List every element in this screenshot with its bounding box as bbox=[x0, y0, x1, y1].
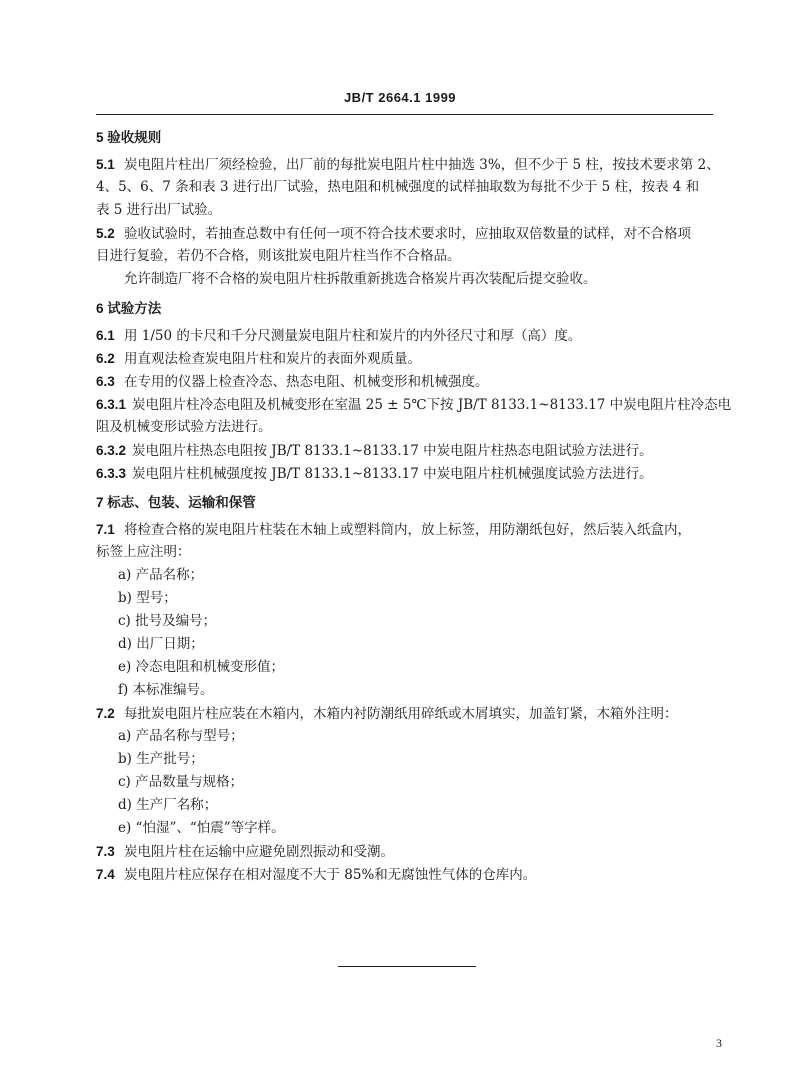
document-body bbox=[96, 124, 732, 886]
clause-7-1 bbox=[96, 518, 721, 541]
clause-5-2 bbox=[96, 222, 721, 245]
clause-text: 炭电阻片柱热态电阻按 JB/T 8133.1~8133.17 中炭电阻片柱热态电阻试验方法进行。 bbox=[132, 443, 653, 459]
section-5-title: 5 验收规则 bbox=[96, 130, 162, 145]
clause-text: 用 1/50 的卡尺和千分尺测量炭电阻片柱和炭片的内外径尺寸和厚（高）度。 bbox=[124, 328, 582, 344]
clause-text: 炭电阻片柱机械强度按 JB/T 8133.1~8133.17 中炭电阻片柱机械强度试验方法进行。 bbox=[132, 466, 653, 482]
clause-5-1 bbox=[96, 153, 721, 176]
clause-text: 验收试验时，若抽查总数中有任何一项不符合技术要求时，应抽取双倍数量的试样，对不合格项 bbox=[124, 226, 691, 242]
clause-6-2 bbox=[96, 347, 721, 370]
section-6-title: 6 试验方法 bbox=[96, 301, 162, 316]
list-item: d) 生产厂名称； bbox=[118, 797, 218, 813]
clause-number: 6.3.1 bbox=[96, 397, 127, 412]
clause-number: 6.3.3 bbox=[96, 466, 127, 481]
list-item: c) 批号及编号； bbox=[118, 613, 217, 629]
list-item: b) 生产批号； bbox=[118, 751, 204, 767]
list-item: a) 产品名称与型号； bbox=[118, 728, 244, 744]
clause-text-line: 表 5 进行出厂试验。 bbox=[96, 202, 222, 218]
clause-text-line: 4、5、6、7 条和表 3 进行出厂试验，热电阻和机械强度的试样抽取数为每批不少于 5 柱，按表 4 和 bbox=[96, 179, 700, 195]
standard-code-header: JB/T 2664.1 1999 bbox=[343, 90, 457, 105]
clause-text: 将检查合格的炭电阻片柱装在木轴上或塑料筒内，放上标签，用防潮纸包好，然后装入纸盒内， bbox=[124, 522, 691, 538]
list-item: c) 产品数量与规格； bbox=[118, 774, 244, 790]
clause-7-3 bbox=[96, 840, 721, 863]
clause-6-3 bbox=[96, 370, 721, 393]
clause-number: 6.3 bbox=[96, 374, 115, 389]
clause-number: 7.2 bbox=[96, 706, 115, 721]
clause-number: 6.3.2 bbox=[96, 443, 127, 458]
clause-number: 7.3 bbox=[96, 844, 115, 859]
section-7-title: 7 标志、包装、运输和保管 bbox=[96, 495, 256, 510]
clause-6-3-3 bbox=[96, 462, 721, 485]
clause-number: 6.1 bbox=[96, 328, 115, 343]
header-rule bbox=[96, 114, 713, 115]
clause-text-line: 目进行复验，若仍不合格，则该批炭电阻片柱当作不合格品。 bbox=[96, 248, 461, 264]
clause-number: 5.1 bbox=[96, 157, 115, 172]
clause-text: 用直观法检查炭电阻片柱和炭片的表面外观质量。 bbox=[124, 351, 421, 367]
clause-number: 6.2 bbox=[96, 351, 115, 366]
clause-text: 炭电阻片柱应保存在相对湿度不大于 85%和无腐蚀性气体的仓库内。 bbox=[124, 867, 537, 883]
list-item: d) 出厂日期； bbox=[118, 636, 204, 652]
clause-7-4 bbox=[96, 863, 721, 886]
list-item: e) “怕湿”、“怕震”等字样。 bbox=[118, 820, 285, 836]
clause-6-3-1 bbox=[96, 393, 732, 416]
clause-text: 在专用的仪器上检查冷态、热态电阻、机械变形和机械强度。 bbox=[124, 374, 489, 390]
clause-text: 炭电阻片柱冷态电阻及机械变形在室温 25 ± 5℃下按 JB/T 8133.1~8133.17 中炭电阻片柱冷态电 bbox=[132, 397, 732, 413]
clause-number: 5.2 bbox=[96, 226, 115, 241]
clause-text-line: 阻及机械变形试验方法进行。 bbox=[96, 419, 272, 435]
list-item: b) 型号； bbox=[118, 590, 177, 606]
clause-6-3-2 bbox=[96, 439, 721, 462]
clause-text: 每批炭电阻片柱应装在木箱内，木箱内衬防潮纸用碎纸或木屑填实，加盖钉紧，木箱外注明： bbox=[124, 706, 678, 722]
list-item: f) 本标准编号。 bbox=[118, 682, 214, 698]
list-item: e) 冷态电阻和机械变形值； bbox=[118, 659, 285, 675]
clause-text: 炭电阻片柱出厂须经检验，出厂前的每批炭电阻片柱中抽选 3%，但不少于 5 柱，按技术要求第 2、 bbox=[124, 157, 720, 173]
clause-number: 7.4 bbox=[96, 867, 115, 882]
clause-6-1 bbox=[96, 324, 721, 347]
clause-text: 炭电阻片柱在运输中应避免剧烈振动和受潮。 bbox=[124, 844, 394, 860]
page-number: 3 bbox=[716, 1036, 722, 1050]
clause-text-line: 允许制造厂将不合格的炭电阻片柱拆散重新挑选合格炭片再次装配后提交验收。 bbox=[124, 271, 597, 287]
list-item: a) 产品名称； bbox=[118, 567, 204, 583]
end-of-document-rule bbox=[338, 966, 476, 967]
clause-text-line: 标签上应注明： bbox=[96, 544, 191, 560]
clause-7-2 bbox=[96, 702, 721, 725]
clause-number: 7.1 bbox=[96, 522, 115, 537]
